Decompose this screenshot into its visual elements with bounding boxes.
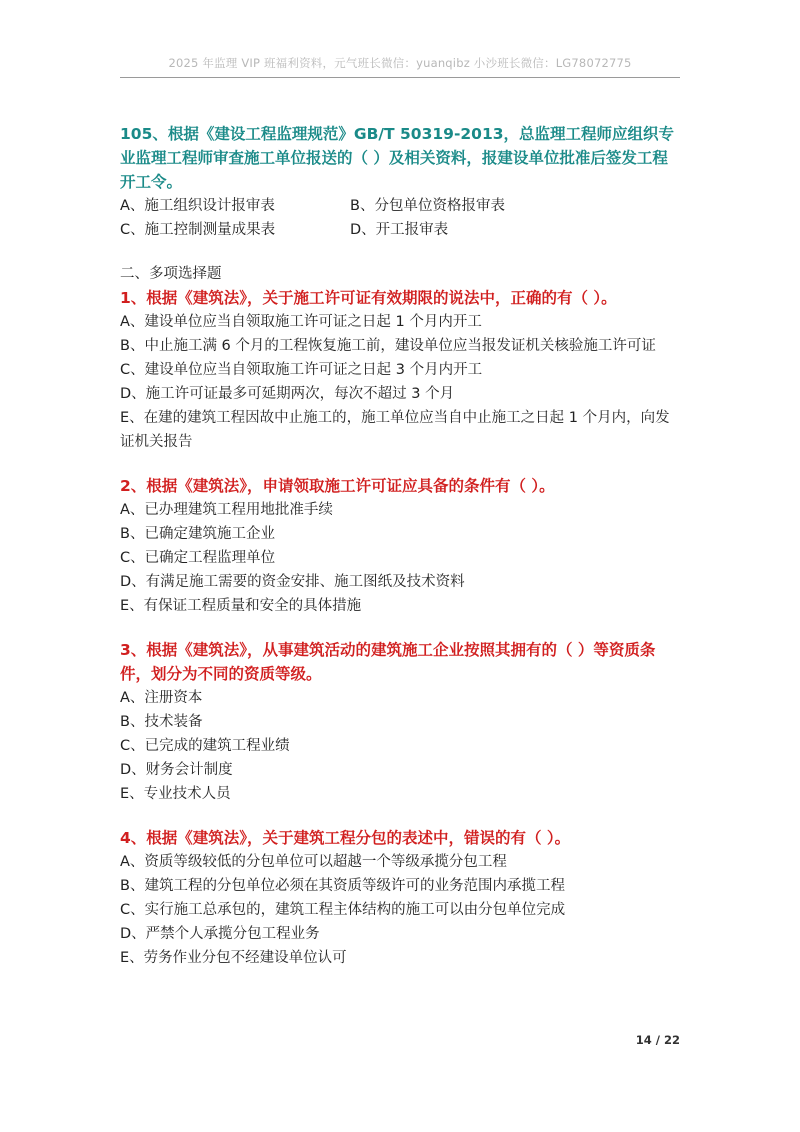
option-e: E、劳务作业分包不经建设单位认可 — [120, 950, 347, 966]
option-a: A、建设单位应当自领取施工许可证之日起 1 个月内开工 — [120, 314, 482, 330]
question-1 — [120, 286, 682, 454]
option-c: C、建设单位应当自领取施工许可证之日起 3 个月内开工 — [120, 362, 483, 378]
question-title: 3、根据《建筑法》，从事建筑活动的建筑施工企业按照其拥有的（ ）等资质条件，划分为不同的资质等级。 — [120, 641, 656, 683]
option-b: B、分包单位资格报审表 — [350, 198, 505, 214]
option-c: C、实行施工总承包的，建筑工程主体结构的施工可以由分包单位完成 — [120, 902, 566, 918]
option-row — [120, 194, 682, 218]
option-e: E、在建的建筑工程因故中止施工的，施工单位应当自中止施工之日起 1 个月内，向发证机关报告 — [120, 410, 670, 450]
option-a: A、已办理建筑工程用地批准手续 — [120, 502, 333, 518]
option-c: C、施工控制测量成果表 — [120, 222, 276, 238]
option-a: A、资质等级较低的分包单位可以超越一个等级承揽分包工程 — [120, 854, 507, 870]
option-d: D、施工许可证最多可延期两次，每次不超过 3 个月 — [120, 386, 455, 402]
option-b: B、中止施工满 6 个月的工程恢复施工前，建设单位应当报发证机关核验施工许可证 — [120, 338, 656, 354]
question-105 — [120, 122, 682, 242]
option-b: B、建筑工程的分包单位必须在其资质等级许可的业务范围内承揽工程 — [120, 878, 565, 894]
option-c: C、已确定工程监理单位 — [120, 550, 276, 566]
question-4 — [120, 826, 682, 970]
question-title: 2、根据《建筑法》，申请领取施工许可证应具备的条件有（ ）。 — [120, 477, 555, 495]
header-divider — [120, 77, 680, 78]
option-d: D、开工报审表 — [350, 222, 449, 238]
page-content — [120, 122, 682, 970]
option-a: A、注册资本 — [120, 690, 203, 706]
question-title: 105、根据《建设工程监理规范》GB/T 50319-2013，总监理工程师应组织专业监理工程师审查施工单位报送的（ ）及相关资料，报建设单位批准后签发工程开工令。 — [120, 125, 675, 191]
section-title: 二、多项选择题 — [120, 266, 222, 282]
option-b: B、技术装备 — [120, 714, 203, 730]
question-3 — [120, 638, 682, 806]
page-header: 2025 年监理 VIP 班福利资料，元气班长微信：yuanqibz 小沙班长微信：LG78072775 — [168, 56, 632, 70]
question-title: 4、根据《建筑法》，关于建筑工程分包的表述中，错误的有（ ）。 — [120, 829, 571, 847]
option-c: C、已完成的建筑工程业绩 — [120, 738, 290, 754]
option-e: E、专业技术人员 — [120, 786, 231, 802]
page-number: 14 / 22 — [635, 1033, 680, 1047]
option-d: D、有满足施工需要的资金安排、施工图纸及技术资料 — [120, 574, 465, 590]
option-a: A、施工组织设计报审表 — [120, 198, 275, 214]
option-b: B、已确定建筑施工企业 — [120, 526, 275, 542]
question-2 — [120, 474, 682, 618]
option-row — [120, 218, 682, 242]
option-e: E、有保证工程质量和安全的具体措施 — [120, 598, 362, 614]
option-d: D、财务会计制度 — [120, 762, 233, 778]
question-title: 1、根据《建筑法》，关于施工许可证有效期限的说法中，正确的有（ ）。 — [120, 289, 617, 307]
option-d: D、严禁个人承揽分包工程业务 — [120, 926, 320, 942]
